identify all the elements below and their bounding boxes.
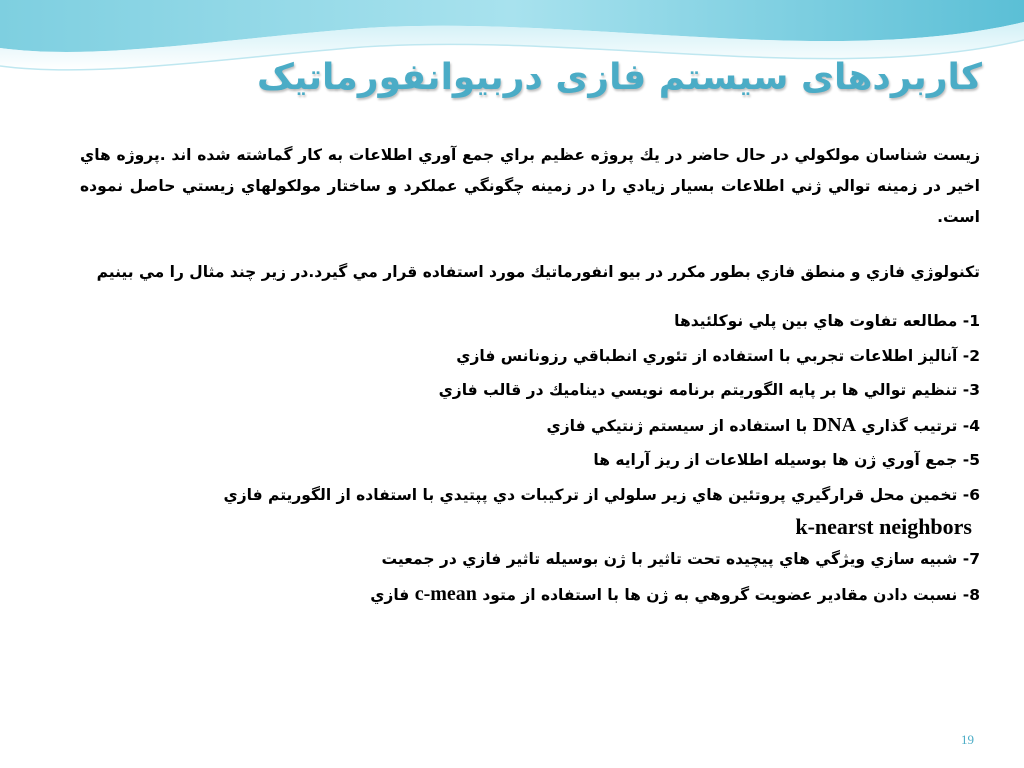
list-item: 8- نسبت دادن مقادير عضويت گروهي به ژن ها با استفاده از متود c-mean فازي (370, 582, 980, 605)
list-item: 3- تنظيم توالي ها بر پايه الگوريتم برنامه نويسي ديناميك در قالب فازي (438, 381, 980, 399)
list-item: 7- شبيه سازي ويژگي هاي پيچيده تحت تاثير با ژن بوسيله تاثير فازي در جمعيت (381, 550, 980, 568)
slide-title: کاربردهای سیستم فازی دربیوانفورماتیک (256, 57, 982, 98)
list-item: 4- ترتيب گذاري DNA با استفاده از سيستم ژنتيكي فازي (546, 413, 980, 436)
slide-content (80, 140, 980, 612)
list-item: 2- آناليز اطلاعات تجربي با استفاده از تئوري انطباقي رزونانس فازي (456, 346, 980, 365)
knn-term: k-nearst neighbors (795, 514, 972, 539)
c-mean-term: c-mean (414, 582, 477, 605)
page-number: 19 (961, 732, 974, 747)
list-item: 5- جمع آوري ژن ها بوسيله اطلاعات از ريز آرايه ها (593, 451, 980, 469)
fuzzy-tech-paragraph: تكنولوژي فازي و منطق فازي بطور مكرر در بيو انفورماتيك مورد استفاده قرار مي گيرد.در زير چند مثال را مي بينيم (96, 263, 980, 281)
examples-list (80, 304, 980, 612)
intro-paragraph: زیست شناسان مولكولي در حال حاضر در يك پروژه عظيم براي جمع آوري اطلاعات به كار گماشته شده اند .پروژه هاي اخير در زمينه توالي ژني اطلاعات بسيار زيادي را در زمينه چگونگي عملكرد و ساختار مولكولهاي زيستي حاصل نموده است. (80, 146, 980, 226)
list-item: 6- تخمين محل قرارگيري پروتئين هاي زير سلولي از تركيبات دي پپتيدي با استفاده از الگوريتم فازي k-nearst neighbors (80, 478, 980, 543)
dna-term: DNA (812, 413, 857, 436)
list-item: 1- مطالعه تفاوت هاي بين پلي نوكلئيدها (674, 312, 980, 330)
